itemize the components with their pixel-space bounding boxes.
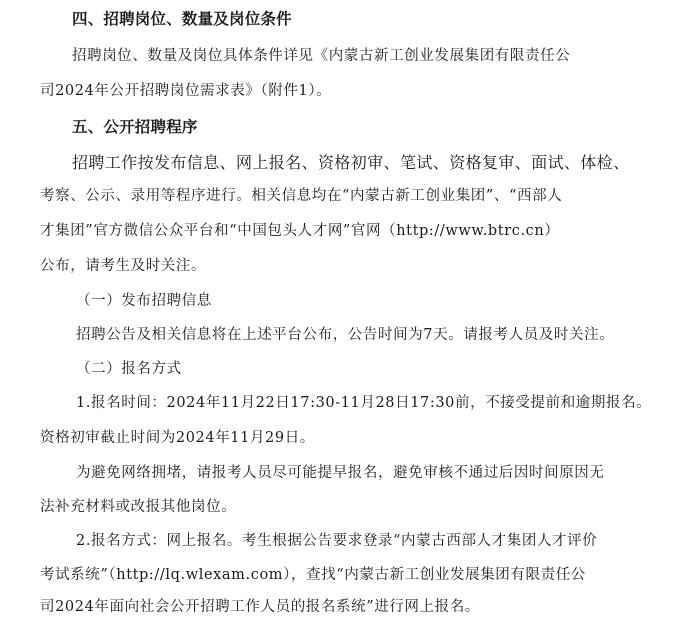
subsection-1-heading: （一）发布招聘信息 [76,293,212,309]
subsection-2-item-1-line-2: 资格初审截止时间为2024年11月29日。 [40,430,315,446]
section-5-intro-line-2: 考察、公示、录用等程序进行。相关信息均在“内蒙古新工创业集团”、“西部人 [40,188,563,204]
subsection-2-item-2-line-2: 考试系统”（http://lq.wlexam.com），查找“内蒙古新工创业发展集团有限责任公 [40,567,586,583]
subsection-1-text: 招聘公告及相关信息将在上述平台公布，公告时间为7天。请报考人员及时关注。 [76,327,615,343]
section-4-line-1: 招聘岗位、数量及岗位具体条件详见《内蒙古新工创业发展集团有限责任公 [72,48,571,64]
subsection-2-note-line-2: 法补充材料或改报其他岗位。 [40,499,237,515]
section-4-line-2: 司2024年公开招聘岗位需求表》（附件1）。 [40,83,332,99]
section-5-intro-line-3: 才集团”官方微信公众平台和“中国包头人才网”官网（http://www.btrc.cn） [40,223,560,239]
subsection-2-heading: （二）报名方式 [76,361,182,377]
section-4-heading: 四、招聘岗位、数量及岗位条件 [72,10,292,28]
subsection-2-item-2-line-1: 2.报名方式：网上报名。考生根据公告要求登录“内蒙古西部人才集团人才评价 [76,533,598,549]
section-5-intro-line-4: 公布，请考生及时关注。 [40,258,207,274]
subsection-2-item-2-line-3: 司2024年面向社会公开招聘工作人员的报名系统”进行网上报名。 [40,599,480,615]
section-5-heading: 五、公开招聘程序 [72,118,198,136]
section-5-intro-line-1: 招聘工作按发布信息、网上报名、资格初审、笔试、资格复审、面试、体检、 [72,153,630,172]
subsection-2-note-line-1: 为避免网络拥堵，请报考人员尽可能提早报名，避免审核不通过后因时间原因无 [76,465,605,481]
subsection-2-item-1-line-1: 1.报名时间：2024年11月22日17:30-11月28日17:30前，不接受提前和逾期报名。 [76,395,652,411]
